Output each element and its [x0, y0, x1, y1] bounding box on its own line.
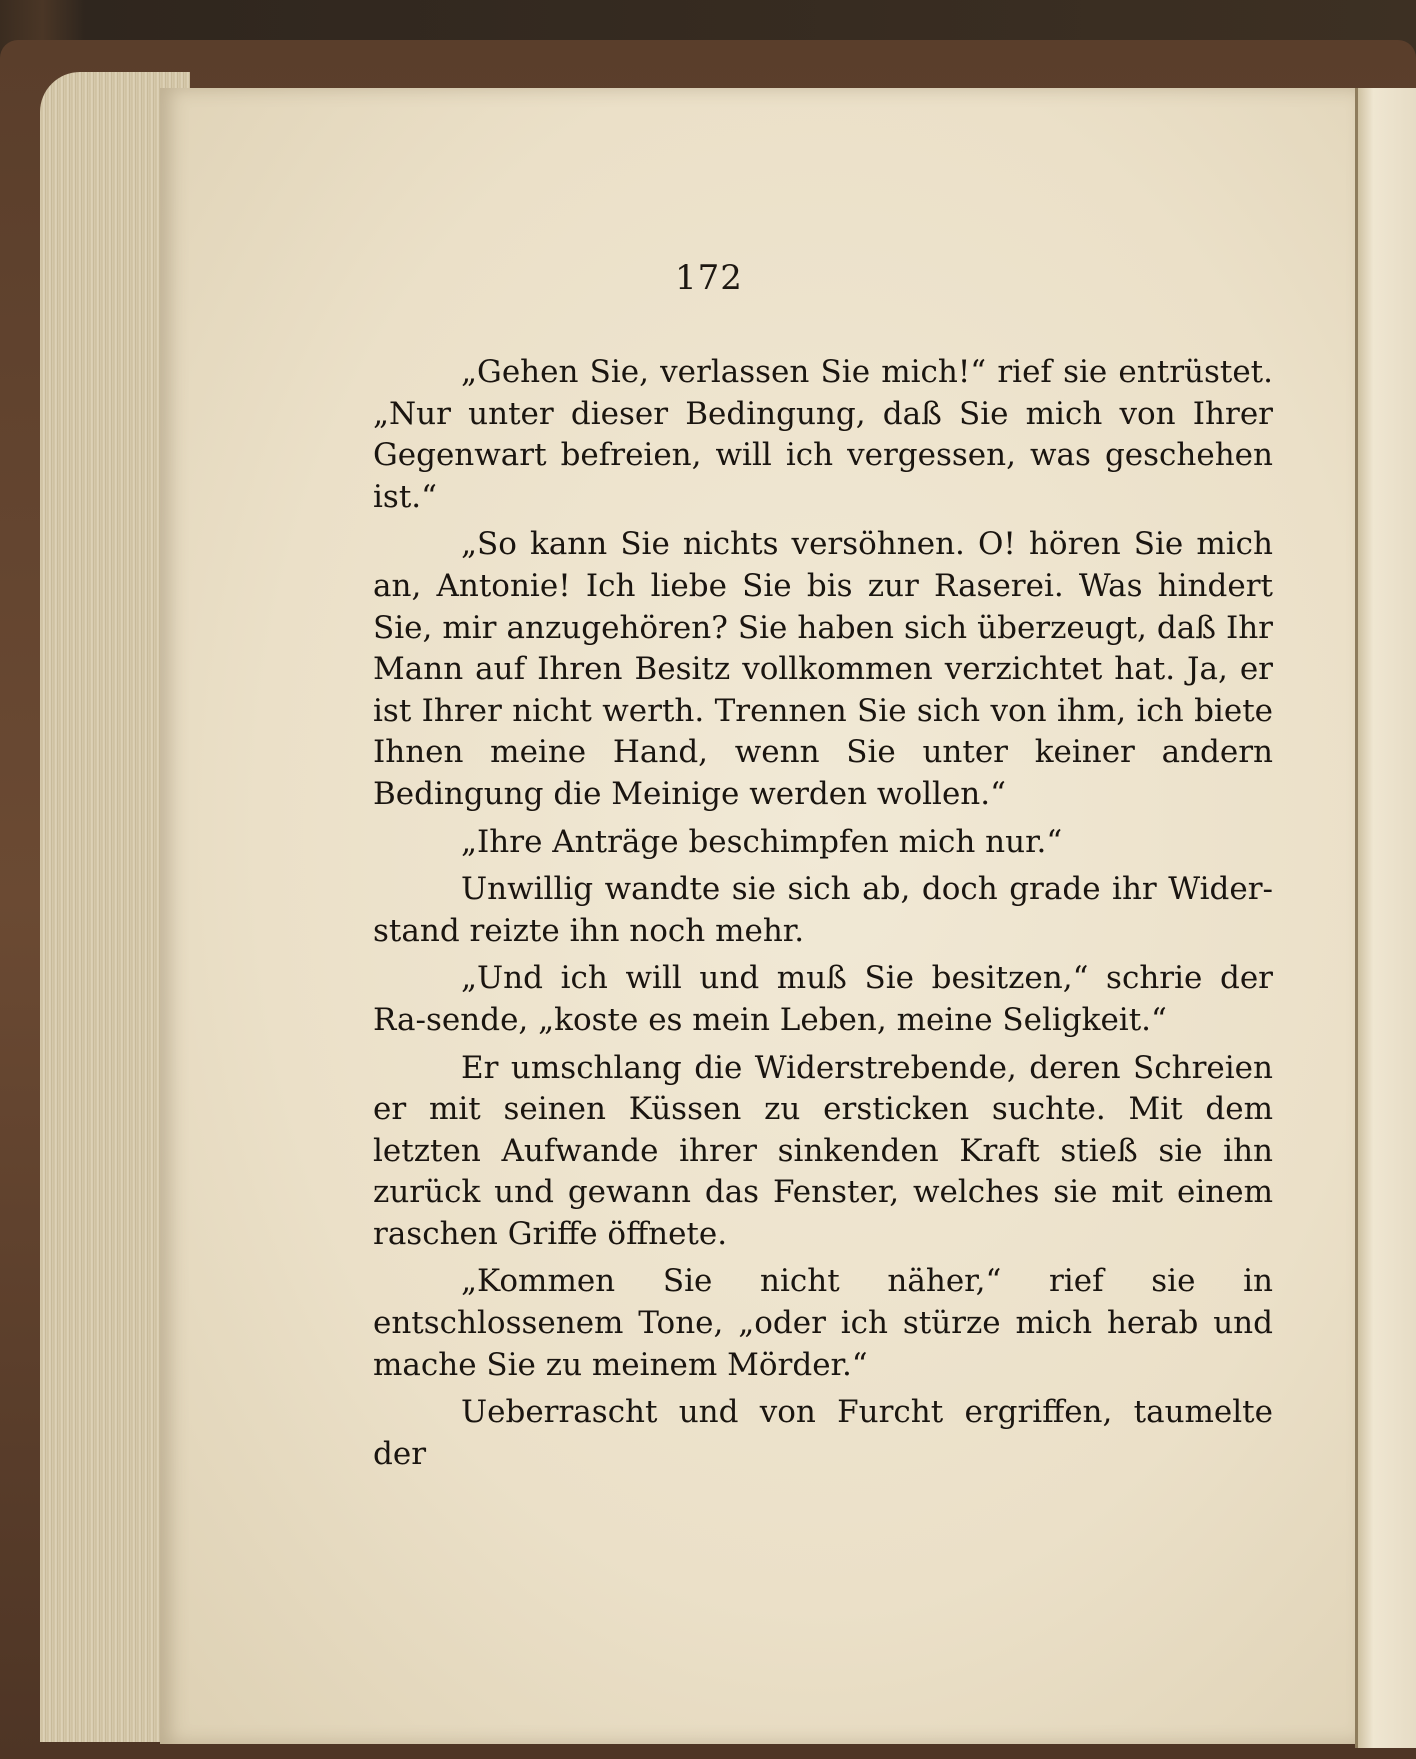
- paragraph: Ueberrascht und von Furcht ergriffen, taumelte der: [373, 1394, 1273, 1472]
- paragraph: Unwillig wandte sie sich ab, doch grade ihr Wider-stand reizte ihn noch mehr.: [373, 871, 1273, 949]
- page-number: [0, 258, 1416, 298]
- gutter-shadow: [1355, 88, 1358, 1748]
- body-text: [373, 352, 1273, 1481]
- paragraph: „Und ich will und muß Sie besitzen,“ schrie der Ra-sende, „koste es mein Leben, meine Seligkeit.“: [373, 960, 1273, 1038]
- paragraph: „Gehen Sie, verlassen Sie mich!“ rief sie entrüstet. „Nur unter dieser Bedingung, daß Sie mich von Ihrer Gegenwart befreien, will ich vergessen, was geschehen ist.“: [373, 354, 1273, 515]
- page-number-text: 172: [675, 258, 743, 298]
- paragraph: „Ihre Anträge beschimpfen mich nur.“: [461, 823, 1063, 860]
- paragraph: Er umschlang die Widerstrebende, deren Schreien er mit seinen Küssen zu ersticken suchte. Mit dem letzten Aufwande ihrer sinkenden Kraft stieß sie ihn zurück und gewann das Fenster, welches sie mit einem raschen Griffe öffnete.: [373, 1049, 1273, 1252]
- paragraph: „So kann Sie nichts versöhnen. O! hören Sie mich an, Antonie! Ich liebe Sie bis zur Raserei. Was hindert Sie, mir anzugehören? Sie haben sich überzeugt, daß Ihr Mann auf Ihren Besitz vollkommen verzichtet hat. Ja, er ist Ihrer nicht werth. Trennen Sie sich von ihm, ich biete Ihnen meine Hand, wenn Sie unter keiner andern Bedingung die Meinige werden wollen.“: [373, 526, 1273, 812]
- facing-page-edge: [1355, 88, 1416, 1748]
- paragraph: „Kommen Sie nicht näher,“ rief sie in entschlossenem Tone, „oder ich stürze mich herab und mache Sie zu meinem Mörder.“: [373, 1263, 1273, 1383]
